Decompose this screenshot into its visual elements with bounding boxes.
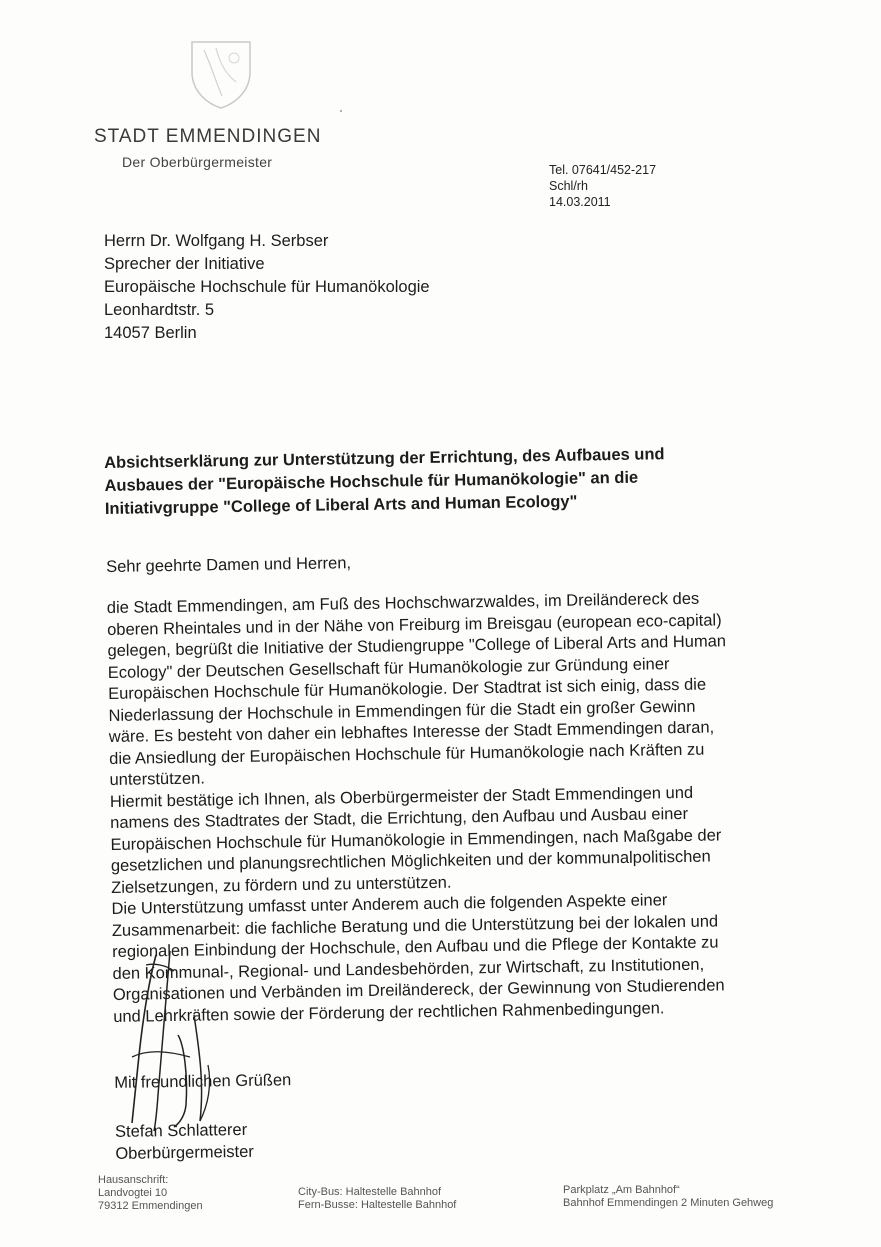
footer-address-line: Landvogtei 10	[98, 1187, 168, 1199]
reference-sign: Schl/rh	[549, 179, 588, 193]
reference-block	[549, 162, 656, 210]
body-line: und Lehrkräften sowie der Förderung der rechtlichen Rahmenbedingungen.	[113, 998, 665, 1026]
letterhead-org-sub: Der Oberbürgermeister	[122, 154, 273, 170]
body-line: oberen Rheintales und in der Nähe von Freiburg im Breisgau (european eco-capital)	[107, 610, 722, 639]
body-line: wäre. Es besteht von daher ein lebhaftes Interesse der Stadt Emmendingen daran,	[108, 718, 715, 746]
reference-date: 14.03.2011	[549, 195, 611, 209]
body-line: Zielsetzungen, zu fördern und zu unterstützen.	[111, 873, 452, 897]
recipient-line: Europäische Hochschule für Humanökologie	[104, 278, 430, 296]
subject-block	[104, 442, 745, 521]
body-line: gesetzlichen und planungsrechtlichen Möglichkeiten und der kommunalpolitischen	[110, 847, 711, 875]
recipient-line: Sprecher der Initiative	[104, 255, 265, 273]
body-line: Hiermit bestätige ich Ihnen, als Oberbürgermeister der Stadt Emmendingen und	[109, 783, 694, 811]
body-line: Ecology" der Deutschen Gesellschaft für Humanökologie zur Gründung einer	[107, 654, 670, 682]
footer-bus-line: City-Bus: Haltestelle Bahnhof	[298, 1186, 442, 1198]
recipient-address	[104, 230, 430, 345]
subject-line: Initiativgruppe "College of Liberal Arts and Human Ecology"	[104, 492, 578, 518]
body-line: den Kommunal-, Regional- und Landesbehörden, zur Wirtschaft, zu Institutionen,	[112, 955, 705, 983]
body-line: Europäischen Hochschule für Humanökologie. Der Stadtrat ist sich einig, dass die	[108, 675, 707, 703]
salutation: Sehr geehrte Damen und Herren,	[106, 554, 352, 576]
paper-speck	[340, 110, 342, 112]
recipient-line: Herrn Dr. Wolfgang H. Serbser	[104, 232, 329, 250]
handwritten-signature-icon	[108, 945, 248, 1135]
body-line: regionalen Einbindung der Hochschule, den Aufbau und die Pflege der Kontakte zu	[112, 933, 719, 961]
body-line: Europäischen Hochschule für Humanökologie in Emmendingen, nach Maßgabe der	[110, 825, 722, 854]
body-line: die Stadt Emmendingen, am Fuß des Hochschwarzwaldes, im Dreiländereck des	[106, 589, 700, 617]
body-line: namens des Stadtrates der Stadt, die Errichtung, den Aufbau und Ausbau einer	[110, 804, 689, 832]
closing: Mit freundlichen Grüßen	[114, 1071, 292, 1092]
recipient-line: Leonhardtstr. 5	[104, 301, 215, 319]
signer-name: Stefan Schlatterer	[114, 1120, 248, 1141]
body-line: Zusammenarbeit: die fachliche Beratung und die Unterstützung bei der lokalen und	[111, 911, 719, 940]
footer-bus	[298, 1186, 456, 1212]
body-line: gelegen, begrüßt die Initiative der Studiengruppe "College of Liberal Arts and Human	[107, 632, 727, 660]
body-line: Organisationen und Verbänden im Dreiländereck, der Gewinnung von Studierenden	[112, 976, 725, 1004]
reference-tel: Tel. 07641/452-217	[549, 163, 657, 177]
city-crest-icon	[186, 38, 256, 110]
footer-parking-line: Bahnhof Emmendingen 2 Minuten Gehweg	[563, 1197, 774, 1209]
footer-parking-line: Parkplatz „Am Bahnhof“	[563, 1184, 680, 1196]
body-line: Niederlassung der Hochschule in Emmendingen für die Stadt ein großer Gewinn	[108, 697, 696, 725]
letterhead-org-name: STADT EMMENDINGEN	[94, 126, 322, 147]
footer-parking	[563, 1184, 773, 1210]
subject-line: Absichtserklärung zur Unterstützung der Errichtung, des Aufbaues und	[104, 445, 665, 472]
subject-line: Ausbaues der "Europäische Hochschule für Humanökologie" an die	[104, 468, 639, 495]
body-line: Die Unterstützung umfasst unter Anderem auch die folgenden Aspekte einer	[111, 891, 668, 918]
footer-bus-line: Fern-Busse: Haltestelle Bahnhof	[298, 1199, 457, 1211]
signer-title: Oberbürgermeister	[115, 1142, 255, 1163]
body-line: unterstützen.	[109, 769, 206, 789]
footer-address-line: Hausanschrift:	[98, 1174, 169, 1186]
footer-address	[98, 1174, 203, 1213]
subject-heading	[104, 442, 745, 521]
body-line: die Ansiedlung der Europäischen Hochschule für Humanökologie nach Kräften zu	[109, 740, 705, 768]
recipient-line: 14057 Berlin	[104, 324, 197, 342]
footer-address-line: 79312 Emmendingen	[98, 1200, 203, 1212]
